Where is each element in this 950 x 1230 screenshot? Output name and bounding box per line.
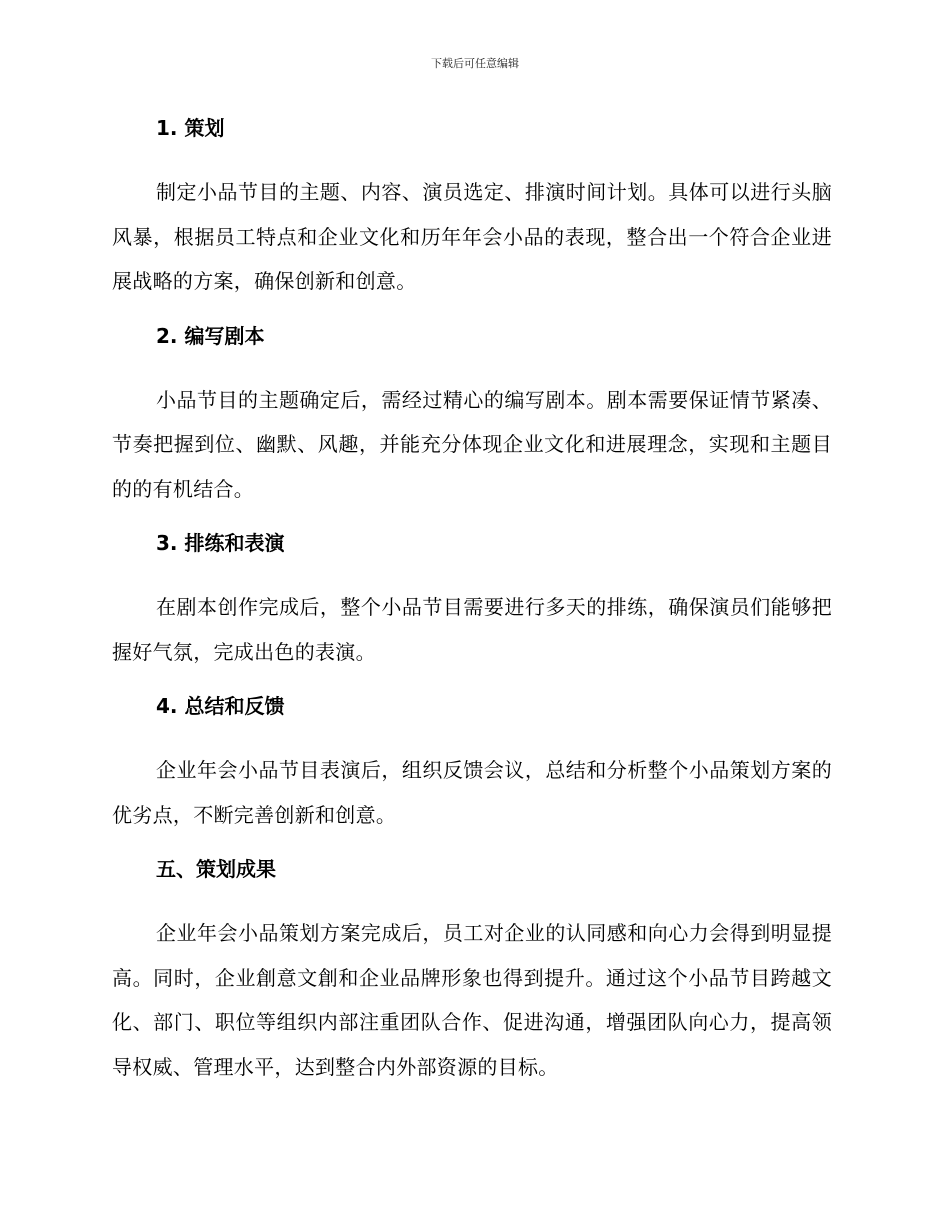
section-heading: 4. 总结和反馈 (156, 694, 285, 718)
section-paragraph: 小品节目的主题确定后，需经过精心的编写剧本。剧本需要保证情节紧凑、节奏把握到位、幽默、风趣，并能充分体现企业文化和进展理念，实现和主题目的的有机结合。 (112, 387, 832, 501)
section-1 (112, 110, 832, 318)
section-heading: 2. 编写剧本 (156, 323, 265, 348)
section-3 (112, 525, 832, 688)
document-body (112, 110, 832, 1089)
section-heading: 五、策划成果 (156, 857, 276, 881)
page-header-note: 下载后可任意编辑 (431, 57, 519, 70)
section-paragraph: 在剧本创作完成后，整个小品节目需要进行多天的排练，确保演员们能够把握好气氛，完成出色的表演。 (112, 595, 832, 664)
section-paragraph: 企业年会小品节目表演后，组织反馈会议，总结和分析整个小品策划方案的优劣点，不断完善创新和创意。 (112, 758, 832, 827)
section-heading: 1. 策划 (156, 116, 225, 140)
section-5 (112, 851, 832, 1089)
section-4 (112, 688, 832, 851)
section-paragraph: 企业年会小品策划方案完成后，员工对企业的认同感和向心力会得到明显提高。同时，企业創意文創和企业品牌形象也得到提升。通过这个小品节目跨越文化、部门、职位等组织内部注重团队合作、促进沟通，增强团队向心力，提高领导权威、管理水平，达到整合内外部资源的目标。 (112, 921, 832, 1079)
section-2 (112, 318, 832, 526)
section-heading: 3. 排练和表演 (156, 531, 285, 555)
section-paragraph: 制定小品节目的主题、内容、演员选定、排演时间计划。具体可以进行头脑风暴，根据员工特点和企业文化和历年年会小品的表现，整合出一个符合企业进展战略的方案，确保创新和创意。 (112, 180, 832, 293)
